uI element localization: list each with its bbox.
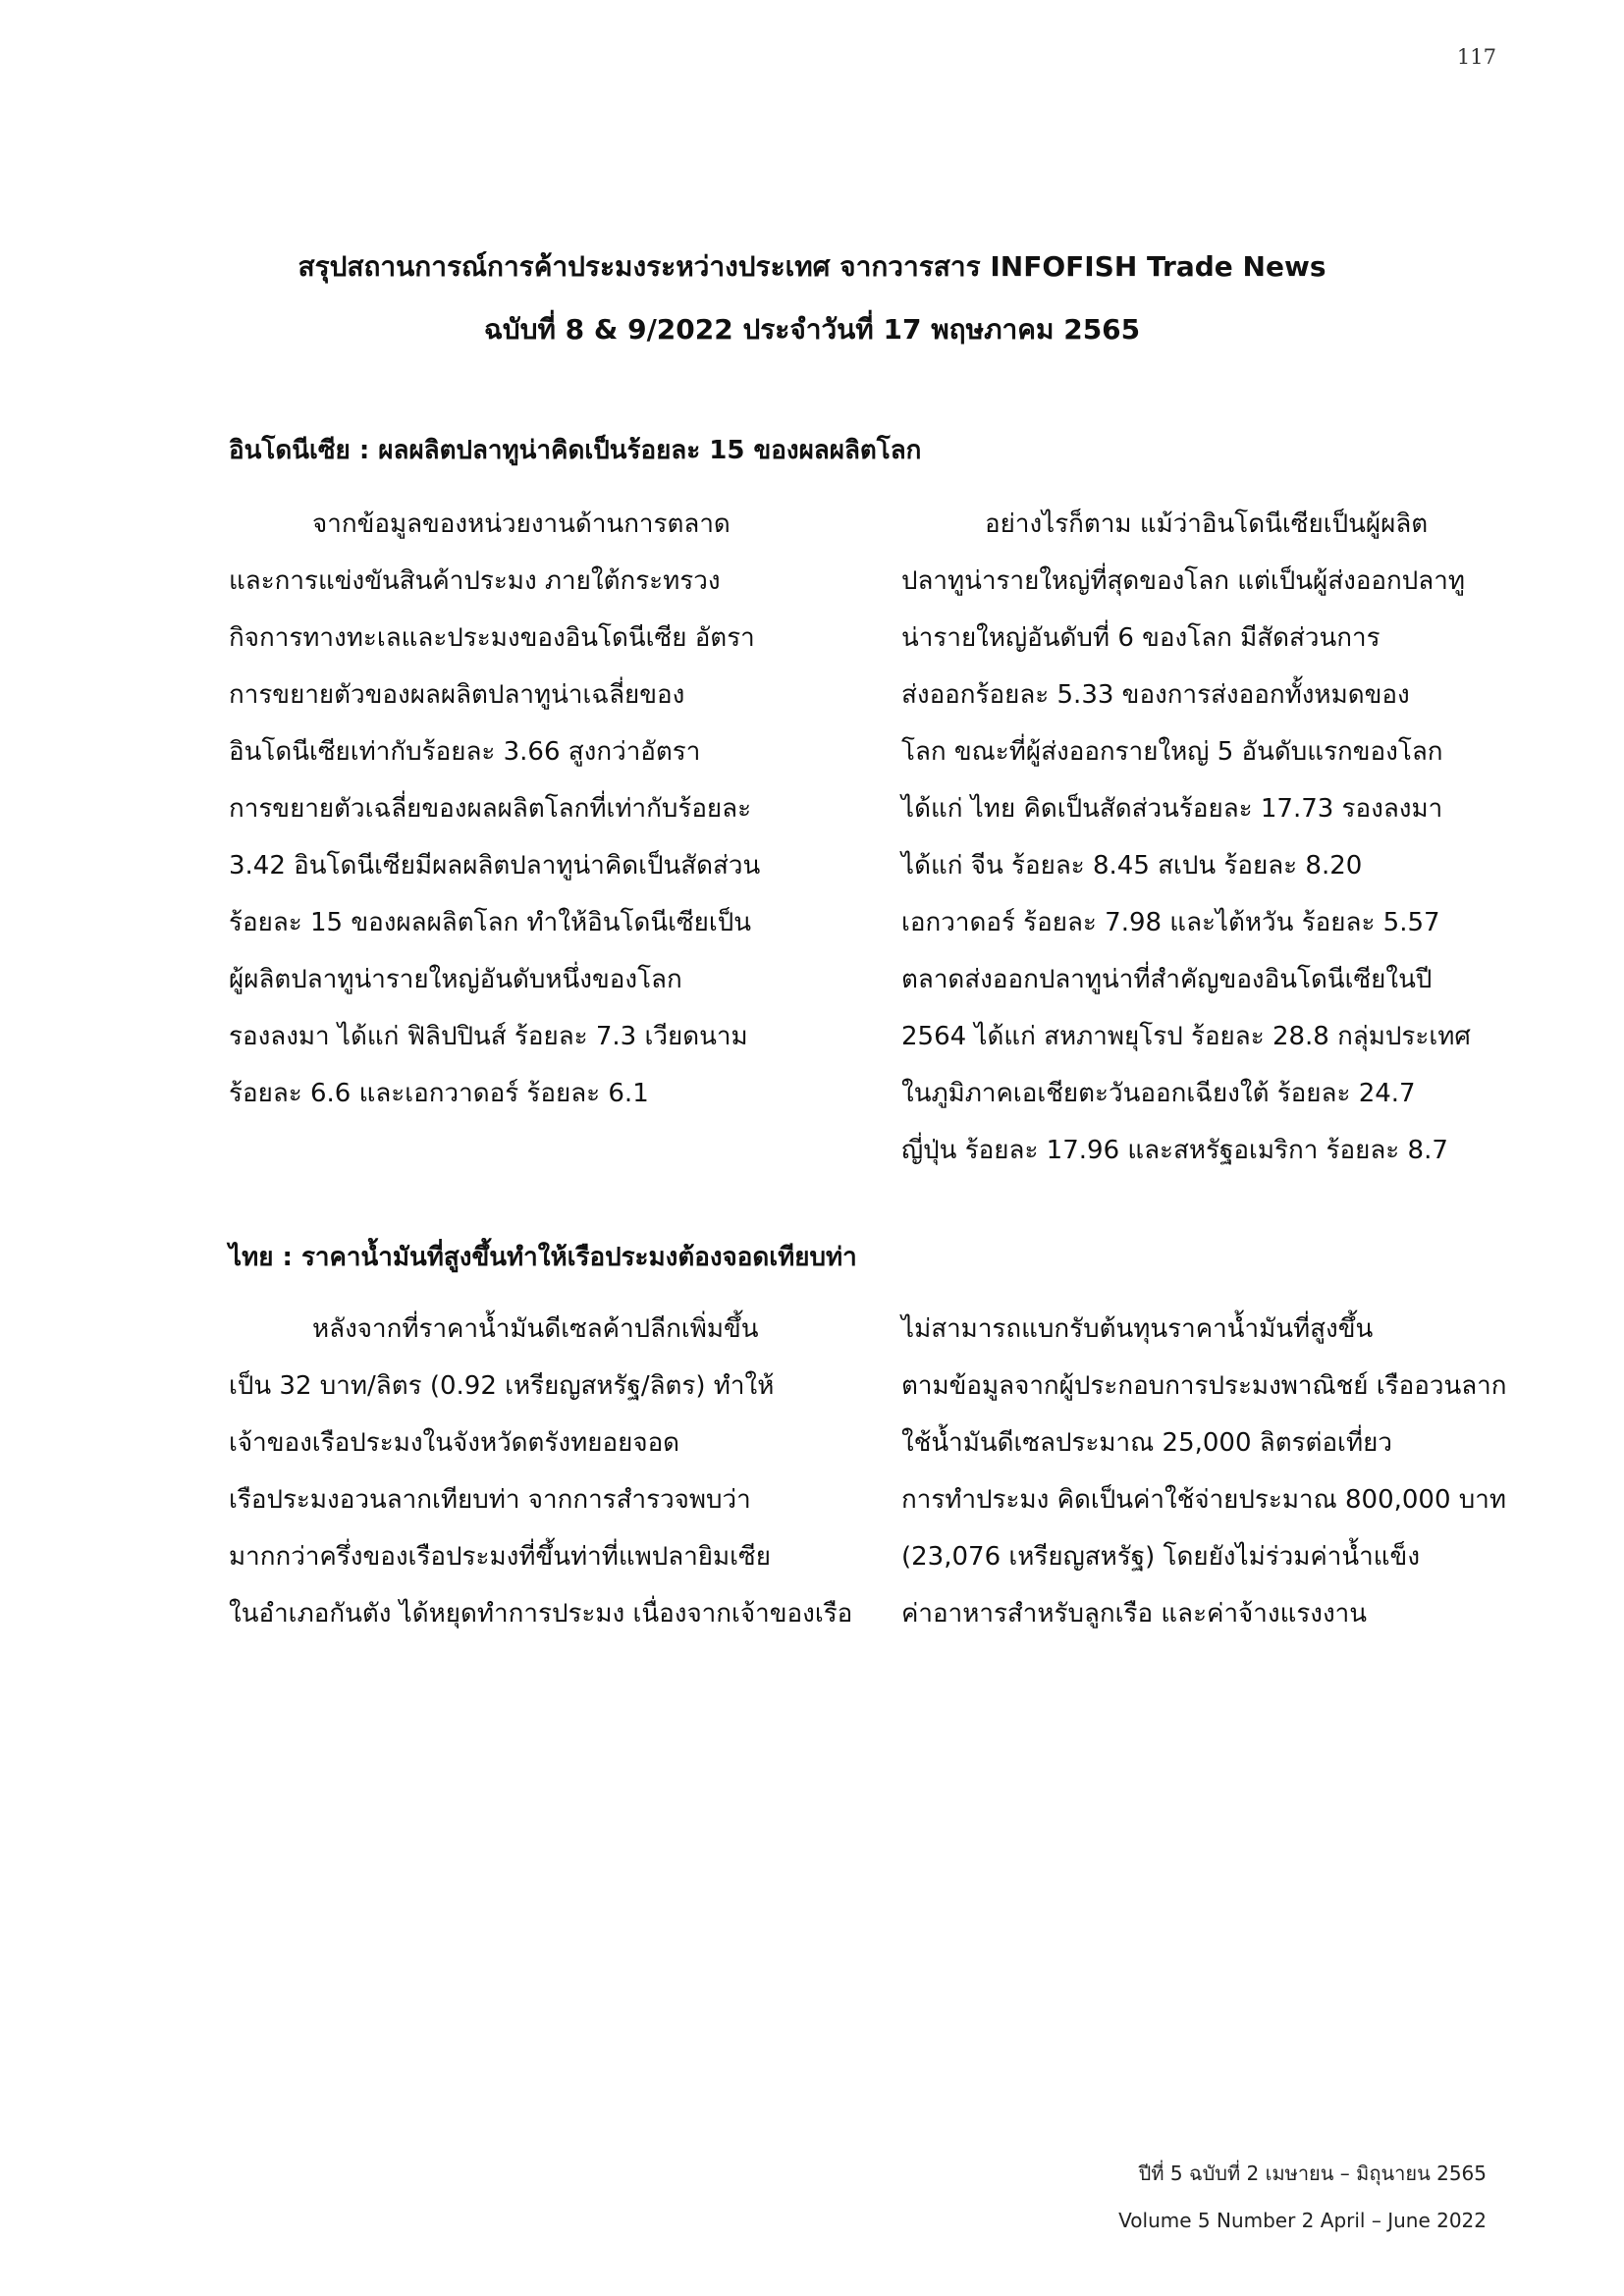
paragraph-line: อย่างไรก็ตาม แม้ว่าอินโดนีเซียเป็นผู้ผลิต [985,509,1429,539]
paragraph-line: และการแข่งขันสินค้าประมง ภายใต้กระทรวง [229,566,721,596]
section-heading-indonesia: อินโดนีเซีย : ผลผลิตปลาทูน่าคิดเป็นร้อยละ 15 ของผลผลิตโลก [229,436,922,465]
paragraph-line: ได้แก่ จีน ร้อยละ 8.45 สเปน ร้อยละ 8.20 [901,851,1363,881]
paragraph-line: รองลงมา ได้แก่ ฟิลิปปินส์ ร้อยละ 7.3 เวียดนาม [229,1022,748,1051]
paragraph-line: เอกวาดอร์ ร้อยละ 7.98 และไต้หวัน ร้อยละ 5.57 [901,908,1440,937]
document-title [0,236,1624,361]
paragraph-line: โลก ขณะที่ผู้ส่งออกรายใหญ่ 5 อันดับแรกของโลก [901,737,1443,767]
paragraph-line: น่ารายใหญ่อันดับที่ 6 ของโลก มีสัดส่วนการ [901,623,1380,653]
paragraph-line: ค่าอาหารสำหรับลูกเรือ และค่าจ้างแรงงาน [901,1599,1368,1629]
section1-left-column [229,496,810,1122]
paragraph-line: ตามข้อมูลจากผู้ประกอบการประมงพาณิชย์ เรืออวนลาก [901,1371,1507,1401]
paragraph-line: (23,076 เหรียญสหรัฐ) โดยยังไม่ร่วมค่าน้ำแข็ง [901,1542,1421,1572]
footer-english-issue: Volume 5 Number 2 April – June 2022 [1118,2209,1487,2232]
paragraph-line: ปลาทูน่ารายใหญ่ที่สุดของโลก แต่เป็นผู้ส่งออกปลาทู [901,566,1465,596]
paragraph-line: กิจการทางทะเลและประมงของอินโดนีเซีย อัตรา [229,623,755,653]
page-footer [1118,2150,1487,2244]
paragraph-line: มากกว่าครึ่งของเรือประมงที่ขึ้นท่าที่แพปลายิมเซีย [229,1542,771,1572]
paragraph-line: หลังจากที่ราคาน้ำมันดีเซลค้าปลีกเพิ่มขึ้น [312,1314,759,1344]
paragraph-line: ญี่ปุ่น ร้อยละ 17.96 และสหรัฐอเมริกา ร้อยละ 8.7 [901,1136,1448,1165]
section1-right-column [901,496,1483,1179]
paragraph-line: การขยายตัวของผลผลิตปลาทูน่าเฉลี่ยของ [229,680,685,710]
paragraph-line: เป็น 32 บาท/ลิตร (0.92 เหรียญสหรัฐ/ลิตร) ทำให้ [229,1371,775,1401]
paragraph-line: ส่งออกร้อยละ 5.33 ของการส่งออกทั้งหมดของ [901,680,1410,710]
paragraph-line: อินโดนีเซียเท่ากับร้อยละ 3.66 สูงกว่าอัตรา [229,737,701,767]
title-line-2: ฉบับที่ 8 & 9/2022 ประจำวันที่ 17 พฤษภาคม 2565 [483,313,1141,346]
paragraph-line: ในอำเภอกันตัง ได้หยุดทำการประมง เนื่องจากเจ้าของเรือ [229,1599,853,1629]
section-heading-thailand: ไทย : ราคาน้ำมันที่สูงขึ้นทำให้เรือประมงต้องจอดเทียบท่า [229,1243,857,1272]
paragraph-line: ไม่สามารถแบกรับต้นทุนราคาน้ำมันที่สูงขึ้น [901,1314,1374,1344]
paragraph-line: ใช้น้ำมันดีเซลประมาณ 25,000 ลิตรต่อเที่ยว [901,1428,1392,1458]
paragraph-line: เรือประมงอวนลากเทียบท่า จากการสำรวจพบว่า [229,1485,751,1515]
paragraph-line: ผู้ผลิตปลาทูน่ารายใหญ่อันดับหนึ่งของโลก [229,965,682,994]
paragraph-line: 3.42 อินโดนีเซียมีผลผลิตปลาทูน่าคิดเป็นสัดส่วน [229,851,761,881]
section2-left-column [229,1301,853,1642]
paragraph-line: ร้อยละ 15 ของผลผลิตโลก ทำให้อินโดนีเซียเป็น [229,908,752,937]
paragraph-line: ตลาดส่งออกปลาทูน่าที่สำคัญของอินโดนีเซียในปี [901,965,1433,994]
title-line-1: สรุปสถานการณ์การค้าประมงระหว่างประเทศ จากวารสาร INFOFISH Trade News [298,250,1326,283]
paragraph-line: ในภูมิภาคเอเชียตะวันออกเฉียงใต้ ร้อยละ 24.7 [901,1079,1416,1108]
paragraph-line: ได้แก่ ไทย คิดเป็นสัดส่วนร้อยละ 17.73 รองลงมา [901,794,1443,824]
paragraph-line: ร้อยละ 6.6 และเอกวาดอร์ ร้อยละ 6.1 [229,1079,649,1108]
page-number: 117 [1456,45,1496,69]
footer-thai-issue: ปีที่ 5 ฉบับที่ 2 เมษายน – มิถุนายน 2565 [1138,2162,1487,2185]
paragraph-line: การทำประมง คิดเป็นค่าใช้จ่ายประมาณ 800,000 บาท [901,1485,1507,1515]
paragraph-line: 2564 ได้แก่ สหภาพยุโรป ร้อยละ 28.8 กลุ่มประเทศ [901,1022,1471,1051]
paragraph-line: จากข้อมูลของหน่วยงานด้านการตลาด [312,509,731,539]
paragraph-line: การขยายตัวเฉลี่ยของผลผลิตโลกที่เท่ากับร้อยละ [229,794,752,824]
section2-right-column [901,1301,1507,1642]
paragraph-line: เจ้าของเรือประมงในจังหวัดตรังทยอยจอด [229,1428,680,1458]
